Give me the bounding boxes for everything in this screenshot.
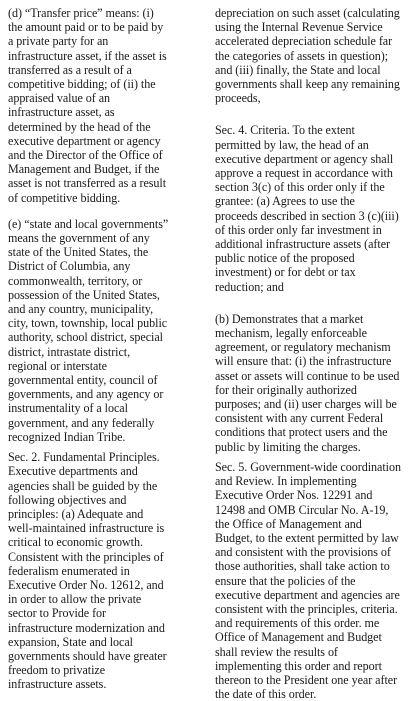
left-column bbox=[8, 6, 204, 692]
section-4b-market-mechanism: (b) Demonstrates that a market mechanism, legally enforceable agreement, or regulatory mechanism will ensure that: (i) the infrastructure asset or assets will continue to be used for their originally authorized purposes; and (ii) user charges will be consistent with any current Federal conditions that protect users and the public by limiting the charges. bbox=[215, 311, 400, 454]
definition-transfer-price: (d) “Transfer price” means: (i) the amount paid or to be paid by a private party for an infrastructure asset, if the asset is transferred as a result of a competitive bidding; of (ii) the appraised value of an infrastructure asset, as determined by the head of the executive department or agency and the Director of the Office of Management and Budget, if the asset is not transferred as a result of competitive bidding. bbox=[8, 6, 167, 205]
right-column bbox=[215, 6, 411, 701]
definition-state-local-governments: (e) “state and local governments” means the government of any state of the United States, the District of Columbia, any commonwealth, territory, or possession of the United States, and any country, municipality, city, town, township, local public authority, school district, special district, intrastate district, regional or interstate governmental entity, council of governments, and any agency or instrumentality of a local government, and any federally recognized Indian Tribe. bbox=[8, 216, 169, 444]
section-4-criteria: Sec. 4. Criteria. To the extent permitted by law, the head of an executive department or agency shall approve a request in accordance with section 3(c) of this order only if the grantee: (a) Agrees to use the proceeds described in section 3 (c)(iii) of this order only far investment in additional infrastructure assets (after public notice of the proposed investment) or for debt or tax reduction; and bbox=[215, 123, 399, 294]
depreciation-paragraph: depreciation on such asset (calculating using the Internal Revenue Service accelerated depreciation schedule far the categories of assets in question); and (iii) finally, the State and local governments shall keep any remaining proceeds, bbox=[215, 6, 400, 106]
section-5-coordination-review: Sec. 5. Government-wide coordination and Review. In implementing Executive Order Nos. 12291 and 12498 and OMB Circular No. A-19, the Office of Management and Budget, to the extent permitted by law and consistent with the provisions of those authorities, shall take action to ensure that the policies of the executive department and agencies are consistent with the principles, criteria. and requirements of this order. me Office of Management and Budget shall review the results of implementing this order and report thereon to the President one year after the date of this order. bbox=[215, 459, 401, 701]
section-2-fundamental-principles: Sec. 2. Fundamental Principles. Executive departments and agencies shall be guided by the following objectives and principles: (a) Adequate and well-maintained infrastructure is critical to economic growth. Consistent with the principles of federalism enumerated in Executive Order No. 12612, and in order to allow the private sector to Provide for infrastructure modernization and expansion, State and local governments should have greater freedom to privatize infrastructure assets. bbox=[8, 450, 167, 692]
